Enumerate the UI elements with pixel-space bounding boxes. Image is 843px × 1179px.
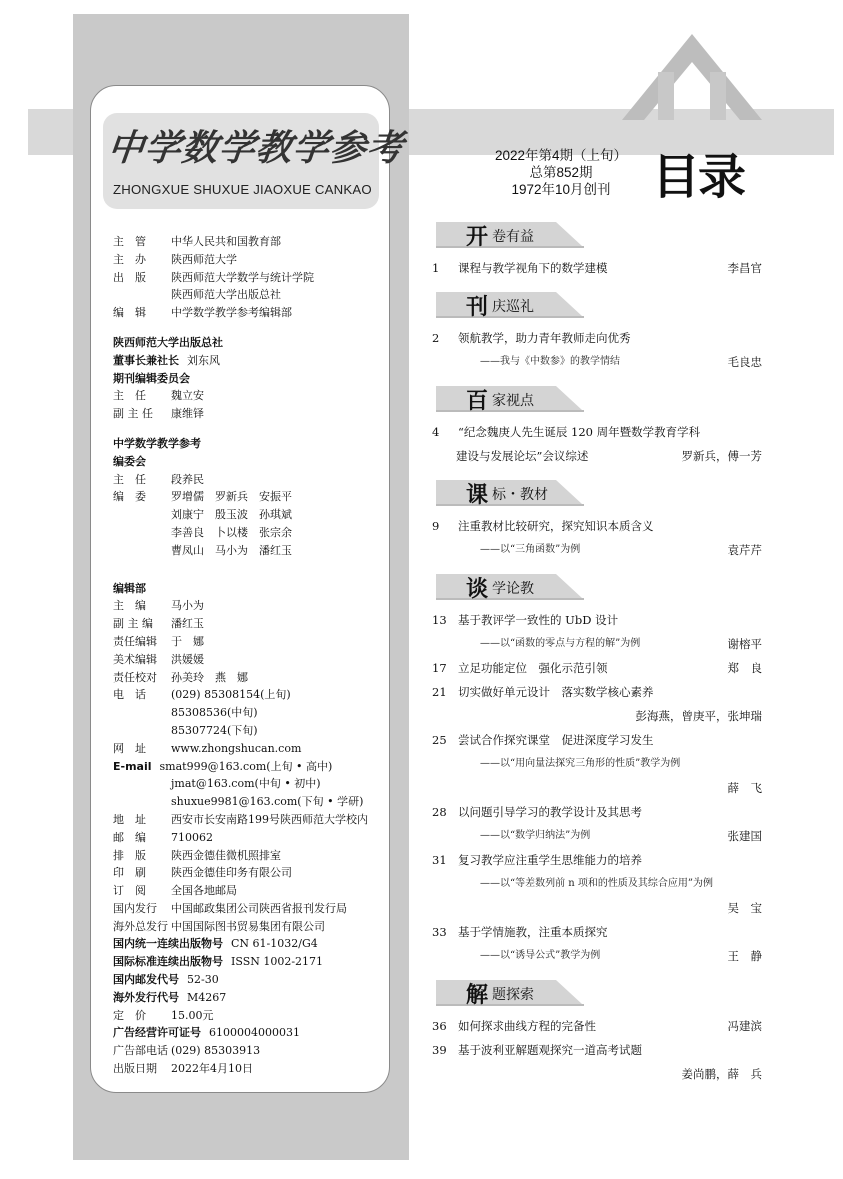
colophon-key: 主 编 bbox=[113, 599, 146, 613]
entry-page: 17 bbox=[432, 661, 447, 675]
colophon-row bbox=[113, 506, 393, 524]
colophon-value: 西安市长安南路199号陕西师范大学校内 bbox=[171, 812, 368, 826]
colophon-key: 国内发行 bbox=[113, 901, 157, 915]
entry-page: 13 bbox=[432, 613, 447, 627]
colophon-value: 洪媛媛 bbox=[171, 652, 204, 666]
colophon-committee bbox=[113, 471, 393, 560]
entry-title: 基于教评学一致性的 UbD 设计 bbox=[458, 613, 619, 627]
colophon-value: 罗增儒 罗新兵 安振平 bbox=[171, 490, 292, 504]
entry-subtitle bbox=[432, 944, 762, 968]
colophon-value: 陕西师范大学 bbox=[171, 252, 237, 266]
entry-author: 郑 良 bbox=[727, 661, 762, 675]
entry-author: 薛 飞 bbox=[727, 781, 762, 795]
colophon-value: (029) 85308154(上旬) bbox=[171, 688, 291, 702]
colophon-value: 陕西金德佳微机照排室 bbox=[171, 848, 281, 862]
entry-subtitle bbox=[432, 752, 762, 776]
colophon-row bbox=[113, 597, 393, 615]
entry-title: 注重教材比较研究，探究知识本质含义 bbox=[458, 519, 654, 533]
colophon-row bbox=[113, 633, 393, 651]
table-of-contents bbox=[432, 210, 762, 1086]
entry-title: 领航教学，助力青年教师走向优秀 bbox=[458, 331, 631, 345]
entry-author: 张建国 bbox=[727, 829, 762, 843]
entry-page: 4 bbox=[432, 425, 440, 439]
colophon-row bbox=[113, 1024, 393, 1042]
colophon-value: 中学数学教学参考编辑部 bbox=[171, 306, 292, 320]
colophon-key: 定 价 bbox=[113, 1008, 146, 1022]
entry-page: 28 bbox=[432, 805, 447, 819]
colophon-key: 责任编辑 bbox=[113, 634, 157, 648]
entry-author: 罗新兵，傅一芳 bbox=[681, 449, 762, 463]
colophon-row bbox=[113, 542, 393, 560]
entry-author: 李昌官 bbox=[727, 261, 762, 275]
colophon-key bbox=[113, 722, 171, 740]
journal-logo-chinese: 中学数学教学参考 bbox=[105, 127, 406, 169]
colophon-key: 美术编辑 bbox=[113, 652, 157, 666]
entry-title: 立足功能定位 强化示范引领 bbox=[458, 661, 608, 675]
colophon-admin bbox=[113, 233, 393, 322]
entry-author: 彭海燕，曾庚平，张坤瑞 bbox=[635, 709, 762, 723]
entry-subtitle-text: ——以“用向量法探究三角形的性质”教学为例 bbox=[480, 758, 681, 769]
colophon-value: 中华人民共和国教育部 bbox=[171, 235, 281, 248]
entry-author: 冯建滨 bbox=[727, 1019, 762, 1033]
section-initial: 课 bbox=[466, 483, 489, 508]
colophon-key: 副 主 编 bbox=[113, 617, 153, 631]
colophon-value: M4267 bbox=[187, 990, 227, 1004]
colophon-key: 印 刷 bbox=[113, 866, 146, 880]
issue-total: 总第852期 bbox=[529, 165, 593, 180]
colophon-key: 主 任 bbox=[113, 472, 146, 486]
journal-title: 中学数学教学参考 bbox=[113, 436, 201, 450]
entry-title: 如何探求曲线方程的完备性 bbox=[458, 1019, 596, 1033]
colophon-row bbox=[113, 864, 393, 882]
entry-author: 袁芹芹 bbox=[727, 543, 762, 557]
colophon-row bbox=[113, 971, 393, 989]
colophon-key: 编 辑 bbox=[113, 306, 146, 320]
entry-page: 2 bbox=[432, 331, 440, 345]
colophon-value: www.zhongshucan.com bbox=[171, 741, 302, 755]
section-initial: 百 bbox=[466, 389, 489, 414]
colophon-value: 李善良 卜以楼 张宗余 bbox=[171, 525, 292, 539]
colophon-row bbox=[113, 722, 393, 740]
section-initial: 解 bbox=[466, 983, 489, 1008]
section-name: 标・教材 bbox=[492, 487, 548, 503]
entry-subtitle bbox=[432, 824, 762, 848]
colophon-value: 全国各地邮局 bbox=[171, 884, 237, 898]
toc-entry[interactable] bbox=[432, 1014, 762, 1038]
toc-entry[interactable] bbox=[432, 1038, 762, 1062]
entry-page: 9 bbox=[432, 519, 440, 533]
entry-author: 谢榕平 bbox=[727, 637, 762, 651]
toc-entry[interactable] bbox=[432, 848, 762, 872]
entry-title: 复习教学应注重学生思维能力的培养 bbox=[458, 853, 642, 867]
section-name: 学论教 bbox=[492, 581, 534, 597]
colophon-key: 海外发行代号 bbox=[113, 990, 179, 1004]
colophon-value: 潘红玉 bbox=[171, 617, 204, 631]
entry-continuation-text: 建设与发展论坛”会议综述 bbox=[456, 449, 589, 463]
colophon-value: (029) 85303913 bbox=[171, 1044, 261, 1058]
colophon-key: 地 址 bbox=[113, 812, 146, 826]
entry-page: 21 bbox=[432, 685, 447, 699]
colophon-row bbox=[113, 847, 393, 865]
colophon-row bbox=[113, 686, 393, 704]
issue-number: 2022年第4期（上旬） bbox=[494, 148, 628, 163]
colophon-key: 责任校对 bbox=[113, 670, 157, 684]
colophon-value: 陕西金德佳印务有限公司 bbox=[171, 866, 292, 880]
colophon-row bbox=[113, 615, 393, 633]
colophon-value: 于 娜 bbox=[171, 634, 204, 648]
toc-title: 目录 bbox=[652, 149, 745, 205]
colophon-key: 排 版 bbox=[113, 848, 146, 862]
toc-entry[interactable] bbox=[432, 420, 762, 444]
colophon-key: 国内邮发代号 bbox=[113, 973, 179, 987]
colophon-key bbox=[113, 524, 171, 542]
entry-subtitle-text: ——以“等差数列前 n 项和的性质及其综合应用”为例 bbox=[480, 878, 714, 889]
colophon-key bbox=[113, 286, 171, 304]
board-title: 期刊编辑委员会 bbox=[113, 371, 190, 385]
colophon bbox=[113, 233, 393, 1078]
entry-subtitle-text: ——以“数学归纳法”为例 bbox=[480, 830, 591, 841]
colophon-value: smat999@163.com(上旬 • 高中) bbox=[159, 759, 333, 773]
colophon-value: 710062 bbox=[171, 830, 213, 844]
colophon-key bbox=[113, 506, 171, 524]
entry-title: 切实做好单元设计 落实数学核心素养 bbox=[458, 685, 654, 699]
entry-page: 31 bbox=[432, 853, 447, 867]
colophon-key: 出版日期 bbox=[113, 1062, 157, 1076]
colophon-row bbox=[113, 740, 393, 758]
toc-entry[interactable] bbox=[432, 656, 762, 680]
colophon-key: 网 址 bbox=[113, 741, 146, 755]
colophon-row bbox=[113, 900, 393, 918]
entry-page: 1 bbox=[432, 261, 440, 275]
colophon-row bbox=[113, 669, 393, 687]
colophon-value: 中国邮政集团公司陕西省报刊发行局 bbox=[171, 901, 347, 915]
colophon-row bbox=[113, 1007, 393, 1025]
entry-page: 25 bbox=[432, 733, 447, 747]
colophon-value: 15.00元 bbox=[171, 1008, 214, 1022]
colophon-value: 曹凤山 马小为 潘红玉 bbox=[171, 543, 292, 557]
colophon-row bbox=[113, 953, 393, 971]
colophon-value: 康维铎 bbox=[171, 407, 204, 421]
entry-title: 以问题引导学习的教学设计及其思考 bbox=[458, 805, 642, 819]
colophon-value: 陕西师范大学数学与统计学院 bbox=[171, 270, 314, 284]
colophon-key: 订 阅 bbox=[113, 884, 146, 898]
colophon-key: 广告部电话 bbox=[113, 1044, 168, 1058]
colophon-key: 邮 编 bbox=[113, 830, 146, 844]
entry-author: 毛良忠 bbox=[727, 355, 762, 369]
entry-subtitle-text: ——以“函数的零点与方程的解”为例 bbox=[480, 638, 641, 649]
colophon-row bbox=[113, 286, 393, 304]
colophon-key bbox=[113, 793, 171, 811]
colophon-row bbox=[113, 704, 393, 722]
toc-entry[interactable] bbox=[432, 680, 762, 704]
colophon-row bbox=[113, 793, 393, 811]
entry-subtitle bbox=[432, 872, 762, 896]
section-name: 题探索 bbox=[492, 987, 534, 1003]
colophon-key: E-mail bbox=[113, 759, 152, 773]
colophon-value: ISSN 1002-2171 bbox=[231, 955, 324, 969]
colophon-key: 编 委 bbox=[113, 490, 146, 504]
issue-info bbox=[470, 147, 652, 198]
colophon-value: 孙美玲 燕 娜 bbox=[171, 670, 248, 684]
section-initial: 谈 bbox=[466, 577, 489, 602]
colophon-row: 董事长兼社长 刘东风 bbox=[113, 353, 220, 367]
colophon-value: 陕西师范大学出版总社 bbox=[171, 288, 281, 302]
section-header bbox=[432, 216, 762, 248]
colophon-key: 国内统一连续出版物号 bbox=[113, 937, 223, 951]
colophon-row bbox=[113, 304, 393, 322]
dept-title: 编辑部 bbox=[113, 581, 146, 595]
colophon-row bbox=[113, 935, 393, 953]
toc-entry[interactable] bbox=[432, 920, 762, 944]
colophon-value: 85308536(中旬) bbox=[171, 706, 258, 720]
colophon-row bbox=[113, 524, 393, 542]
committee-title: 编委会 bbox=[113, 454, 146, 468]
section-header bbox=[432, 568, 762, 600]
entry-title: 基于学情施教，注重本质探究 bbox=[458, 925, 608, 939]
entry-page: 33 bbox=[432, 925, 447, 939]
colophon-value: CN 61-1032/G4 bbox=[231, 937, 318, 951]
toc-entry[interactable] bbox=[432, 800, 762, 824]
colophon-value: jmat@163.com(中旬 • 初中) bbox=[171, 777, 321, 791]
entry-author: 姜尚鹏，薛 兵 bbox=[681, 1067, 762, 1081]
entry-subtitle-text: ——以“三角函数”为例 bbox=[480, 544, 581, 555]
colophon-key bbox=[113, 775, 171, 793]
colophon-row bbox=[113, 918, 393, 936]
colophon-value: 马小为 bbox=[171, 599, 204, 613]
colophon-row bbox=[113, 269, 393, 287]
entry-page: 36 bbox=[432, 1019, 447, 1033]
colophon-key: 电 话 bbox=[113, 688, 146, 702]
toc-entry[interactable] bbox=[432, 728, 762, 752]
colophon-row bbox=[113, 829, 393, 847]
colophon-value: 52-30 bbox=[187, 973, 219, 987]
colophon-value: 魏立安 bbox=[171, 389, 204, 403]
journal-logo-english: ZHONGXUE SHUXUE JIAOXUE CANKAO bbox=[113, 182, 372, 197]
colophon-board bbox=[113, 387, 393, 423]
colophon-dept bbox=[113, 597, 393, 1078]
colophon-key bbox=[113, 542, 171, 560]
colophon-value: 85307724(下旬) bbox=[171, 723, 258, 737]
colophon-row bbox=[113, 651, 393, 669]
colophon-row bbox=[113, 1060, 393, 1078]
colophon-row bbox=[113, 1042, 393, 1060]
section-header bbox=[432, 474, 762, 506]
section-initial: 开 bbox=[466, 225, 489, 250]
colophon-key: 海外总发行 bbox=[113, 919, 168, 933]
colophon-row bbox=[113, 989, 393, 1007]
section-header bbox=[432, 286, 762, 318]
section-header bbox=[432, 974, 762, 1006]
toc-entry[interactable] bbox=[432, 256, 762, 280]
colophon-row bbox=[113, 251, 393, 269]
entry-page: 39 bbox=[432, 1043, 447, 1057]
entry-subtitle-text: ——我与《中数参》的教学情结 bbox=[480, 356, 620, 367]
entry-subtitle-text: ——以“诱导公式”教学为例 bbox=[480, 950, 601, 961]
founded-date: 1972年10月创刊 bbox=[511, 182, 611, 197]
colophon-key bbox=[113, 704, 171, 722]
colophon-key: 国际标准连续出版物号 bbox=[113, 955, 223, 969]
colophon-value: 6100004000031 bbox=[209, 1026, 300, 1040]
colophon-value: 刘康宁 殷玉波 孙琪斌 bbox=[171, 508, 292, 522]
colophon-row bbox=[113, 775, 393, 793]
colophon-row bbox=[113, 405, 393, 423]
colophon-key: 副 主 任 bbox=[113, 407, 153, 421]
entry-author: 王 静 bbox=[727, 949, 762, 963]
colophon-value: 2022年4月10日 bbox=[171, 1062, 253, 1076]
section-name: 庆巡礼 bbox=[492, 299, 534, 315]
colophon-row bbox=[113, 811, 393, 829]
entry-author: 吴 宝 bbox=[727, 901, 762, 915]
colophon-key: 广告经营许可证号 bbox=[113, 1026, 201, 1040]
entry-title: 尝试合作探究课堂 促进深度学习发生 bbox=[458, 733, 654, 747]
colophon-row bbox=[113, 387, 393, 405]
colophon-row bbox=[113, 758, 393, 776]
entry-continuation bbox=[432, 444, 762, 468]
press-title: 陕西师范大学出版总社 bbox=[113, 335, 223, 349]
colophon-key: 主 管 bbox=[113, 235, 146, 248]
roof-graphic bbox=[612, 20, 772, 120]
colophon-key: 主 任 bbox=[113, 389, 146, 403]
toc-entry[interactable] bbox=[432, 514, 762, 538]
colophon-key: 出 版 bbox=[113, 270, 146, 284]
colophon-row bbox=[113, 488, 393, 506]
entry-title: 课程与教学视角下的数学建模 bbox=[458, 261, 608, 275]
entry-subtitle bbox=[432, 632, 762, 656]
toc-entry[interactable] bbox=[432, 608, 762, 632]
colophon-row bbox=[113, 233, 393, 251]
section-name: 卷有益 bbox=[492, 229, 534, 245]
colophon-value: shuxue9981@163.com(下旬 • 学研) bbox=[171, 795, 364, 809]
section-name: 家视点 bbox=[492, 393, 534, 409]
toc-entry[interactable] bbox=[432, 326, 762, 350]
colophon-row bbox=[113, 471, 393, 489]
colophon-value: 中国国际图书贸易集团有限公司 bbox=[171, 919, 325, 933]
colophon-row bbox=[113, 882, 393, 900]
entry-title: 基于波利亚解题观探究一道高考试题 bbox=[458, 1043, 642, 1057]
colophon-value: 段养民 bbox=[171, 472, 204, 486]
colophon-key: 主 办 bbox=[113, 252, 146, 266]
entry-subtitle bbox=[432, 350, 762, 374]
entry-title: “纪念魏庚人先生诞辰 120 周年暨数学教育学科 bbox=[458, 425, 701, 439]
entry-subtitle bbox=[432, 538, 762, 562]
section-initial: 刊 bbox=[466, 295, 489, 320]
section-header bbox=[432, 380, 762, 412]
